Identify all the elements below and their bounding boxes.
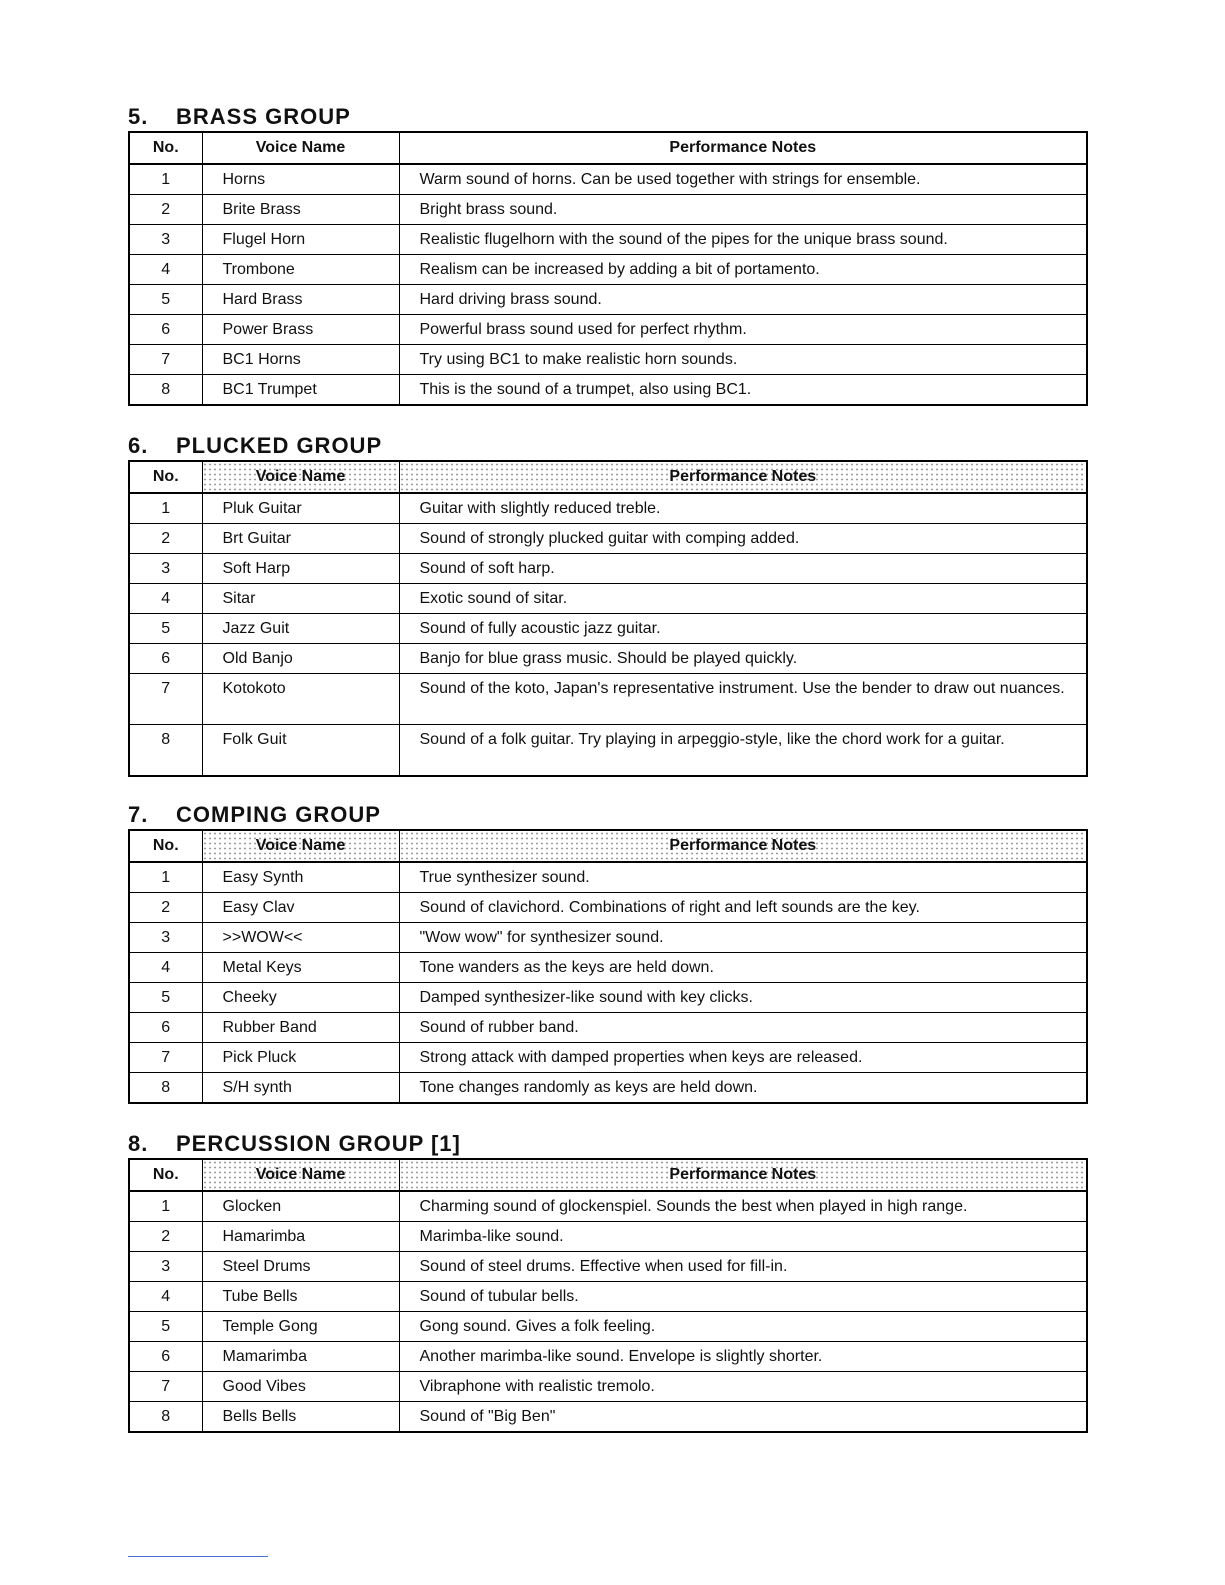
voice-table-comping (128, 829, 1088, 1104)
row-no: 5 (129, 1312, 202, 1342)
row-no: 3 (129, 554, 202, 584)
row-notes: Realism can be increased by adding a bit of portamento. (399, 255, 1087, 285)
row-no: 1 (129, 1191, 202, 1222)
row-notes: Sound of "Big Ben" (399, 1402, 1087, 1433)
row-no: 8 (129, 1402, 202, 1433)
row-no: 4 (129, 255, 202, 285)
row-voice-name: Metal Keys (202, 953, 399, 983)
row-notes: Powerful brass sound used for perfect rhythm. (399, 315, 1087, 345)
row-voice-name: Brite Brass (202, 195, 399, 225)
header-performance-notes: Performance Notes (399, 830, 1087, 862)
row-voice-name: Hard Brass (202, 285, 399, 315)
section-title: 5. BRASS GROUP (128, 104, 351, 129)
row-notes: Strong attack with damped properties when keys are released. (399, 1043, 1087, 1073)
row-no: 2 (129, 195, 202, 225)
row-voice-name: Easy Clav (202, 893, 399, 923)
section-brass (128, 103, 1088, 406)
row-no: 1 (129, 164, 202, 195)
row-notes: Sound of soft harp. (399, 554, 1087, 584)
table-row (129, 493, 1087, 524)
row-notes: Sound of tubular bells. (399, 1282, 1087, 1312)
table-row (129, 554, 1087, 584)
table-row (129, 1013, 1087, 1043)
header-no: No. (129, 461, 202, 493)
row-voice-name: Hamarimba (202, 1222, 399, 1252)
row-no: 2 (129, 1222, 202, 1252)
row-notes: Tone changes randomly as keys are held down. (399, 1073, 1087, 1104)
table-row (129, 195, 1087, 225)
table-row (129, 225, 1087, 255)
table-header-row (129, 132, 1087, 164)
row-voice-name: Temple Gong (202, 1312, 399, 1342)
row-notes: Charming sound of glockenspiel. Sounds the best when played in high range. (399, 1191, 1087, 1222)
row-no: 5 (129, 614, 202, 644)
table-row (129, 1252, 1087, 1282)
row-notes: Damped synthesizer-like sound with key clicks. (399, 983, 1087, 1013)
row-no: 3 (129, 923, 202, 953)
row-notes: Sound of fully acoustic jazz guitar. (399, 614, 1087, 644)
row-no: 4 (129, 1282, 202, 1312)
header-voice-name: Voice Name (202, 132, 399, 164)
row-voice-name: Flugel Horn (202, 225, 399, 255)
row-notes: Another marimba-like sound. Envelope is slightly shorter. (399, 1342, 1087, 1372)
row-notes: Gong sound. Gives a folk feeling. (399, 1312, 1087, 1342)
row-voice-name: Old Banjo (202, 644, 399, 674)
row-notes: Exotic sound of sitar. (399, 584, 1087, 614)
row-voice-name: Horns (202, 164, 399, 195)
table-row (129, 1191, 1087, 1222)
row-no: 8 (129, 725, 202, 777)
table-row (129, 255, 1087, 285)
row-voice-name: Good Vibes (202, 1372, 399, 1402)
footer-rule (128, 1556, 268, 1557)
row-no: 1 (129, 862, 202, 893)
row-no: 5 (129, 983, 202, 1013)
table-row (129, 923, 1087, 953)
section-title: 7. COMPING GROUP (128, 802, 381, 827)
section-comping (128, 801, 1088, 1104)
table-header-row (129, 1159, 1087, 1191)
table-row (129, 893, 1087, 923)
row-no: 4 (129, 584, 202, 614)
row-notes: Try using BC1 to make realistic horn sounds. (399, 345, 1087, 375)
row-no: 2 (129, 893, 202, 923)
table-row (129, 953, 1087, 983)
row-notes: Vibraphone with realistic tremolo. (399, 1372, 1087, 1402)
row-voice-name: Soft Harp (202, 554, 399, 584)
section-title: 6. PLUCKED GROUP (128, 433, 383, 458)
row-voice-name: Pick Pluck (202, 1043, 399, 1073)
row-notes: Bright brass sound. (399, 195, 1087, 225)
table-row (129, 1073, 1087, 1104)
table-row (129, 1222, 1087, 1252)
header-performance-notes: Performance Notes (399, 132, 1087, 164)
row-voice-name: Trombone (202, 255, 399, 285)
row-no: 6 (129, 644, 202, 674)
table-row (129, 1402, 1087, 1433)
row-no: 7 (129, 674, 202, 725)
row-notes: Marimba-like sound. (399, 1222, 1087, 1252)
voice-table-brass (128, 131, 1088, 406)
row-voice-name: >>WOW<< (202, 923, 399, 953)
row-notes: Sound of a folk guitar. Try playing in arpeggio-style, like the chord work for a guitar. (399, 725, 1087, 777)
table-row (129, 345, 1087, 375)
table-row (129, 983, 1087, 1013)
table-row (129, 1282, 1087, 1312)
row-voice-name: Folk Guit (202, 725, 399, 777)
row-notes: Sound of strongly plucked guitar with comping added. (399, 524, 1087, 554)
section-percussion (128, 1130, 1088, 1433)
row-notes: Sound of the koto, Japan's representative instrument. Use the bender to draw out nuances. (399, 674, 1087, 725)
table-row (129, 524, 1087, 554)
header-performance-notes: Performance Notes (399, 461, 1087, 493)
section-plucked (128, 432, 1088, 777)
table-row (129, 674, 1087, 725)
row-no: 2 (129, 524, 202, 554)
table-row (129, 725, 1087, 777)
row-no: 5 (129, 285, 202, 315)
row-no: 7 (129, 1043, 202, 1073)
row-notes: Realistic flugelhorn with the sound of the pipes for the unique brass sound. (399, 225, 1087, 255)
row-voice-name: Easy Synth (202, 862, 399, 893)
row-voice-name: Jazz Guit (202, 614, 399, 644)
row-voice-name: BC1 Horns (202, 345, 399, 375)
header-voice-name: Voice Name (202, 830, 399, 862)
table-row (129, 1043, 1087, 1073)
row-notes: "Wow wow" for synthesizer sound. (399, 923, 1087, 953)
table-header-row (129, 830, 1087, 862)
row-no: 8 (129, 1073, 202, 1104)
row-voice-name: S/H synth (202, 1073, 399, 1104)
row-notes: Sound of steel drums. Effective when used for fill-in. (399, 1252, 1087, 1282)
voice-table-percussion (128, 1158, 1088, 1433)
row-voice-name: Power Brass (202, 315, 399, 345)
row-no: 7 (129, 1372, 202, 1402)
row-voice-name: Tube Bells (202, 1282, 399, 1312)
row-voice-name: BC1 Trumpet (202, 375, 399, 406)
row-voice-name: Brt Guitar (202, 524, 399, 554)
header-no: No. (129, 1159, 202, 1191)
row-notes: Hard driving brass sound. (399, 285, 1087, 315)
row-voice-name: Sitar (202, 584, 399, 614)
row-notes: Sound of clavichord. Combinations of right and left sounds are the key. (399, 893, 1087, 923)
table-row (129, 315, 1087, 345)
row-notes: Warm sound of horns. Can be used together with strings for ensemble. (399, 164, 1087, 195)
row-voice-name: Rubber Band (202, 1013, 399, 1043)
header-voice-name: Voice Name (202, 1159, 399, 1191)
voice-table-plucked (128, 460, 1088, 777)
row-no: 6 (129, 1342, 202, 1372)
table-row (129, 1342, 1087, 1372)
row-no: 6 (129, 1013, 202, 1043)
row-voice-name: Pluk Guitar (202, 493, 399, 524)
table-row (129, 164, 1087, 195)
row-voice-name: Steel Drums (202, 1252, 399, 1282)
row-no: 4 (129, 953, 202, 983)
row-no: 1 (129, 493, 202, 524)
row-notes: This is the sound of a trumpet, also using BC1. (399, 375, 1087, 406)
row-no: 3 (129, 1252, 202, 1282)
row-voice-name: Cheeky (202, 983, 399, 1013)
table-row (129, 285, 1087, 315)
row-no: 6 (129, 315, 202, 345)
section-title: 8. PERCUSSION GROUP [1] (128, 1131, 461, 1156)
header-no: No. (129, 132, 202, 164)
row-no: 7 (129, 345, 202, 375)
header-performance-notes: Performance Notes (399, 1159, 1087, 1191)
row-notes: Banjo for blue grass music. Should be played quickly. (399, 644, 1087, 674)
row-no: 3 (129, 225, 202, 255)
table-row (129, 862, 1087, 893)
header-voice-name: Voice Name (202, 461, 399, 493)
header-no: No. (129, 830, 202, 862)
row-notes: Guitar with slightly reduced treble. (399, 493, 1087, 524)
row-voice-name: Kotokoto (202, 674, 399, 725)
table-header-row (129, 461, 1087, 493)
table-row (129, 644, 1087, 674)
table-row (129, 375, 1087, 406)
row-no: 8 (129, 375, 202, 406)
row-voice-name: Glocken (202, 1191, 399, 1222)
row-notes: Tone wanders as the keys are held down. (399, 953, 1087, 983)
table-row (129, 614, 1087, 644)
table-row (129, 584, 1087, 614)
table-row (129, 1372, 1087, 1402)
row-notes: Sound of rubber band. (399, 1013, 1087, 1043)
row-voice-name: Mamarimba (202, 1342, 399, 1372)
row-notes: True synthesizer sound. (399, 862, 1087, 893)
row-voice-name: Bells Bells (202, 1402, 399, 1433)
table-row (129, 1312, 1087, 1342)
